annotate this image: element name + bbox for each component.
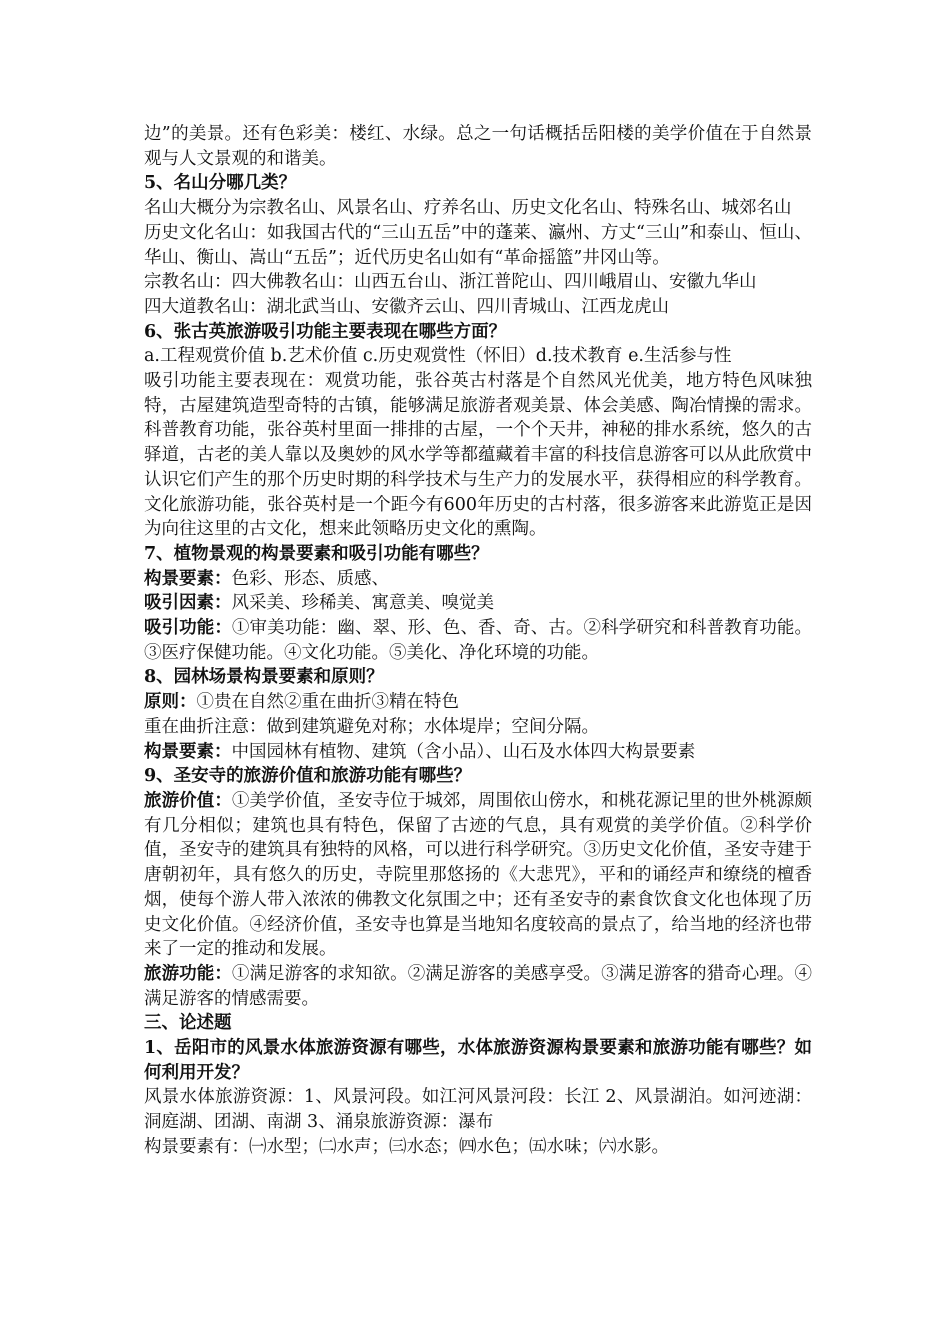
q8-principles <box>144 690 812 715</box>
q7-label-factors: 吸引因素： <box>144 593 232 614</box>
question-8-heading: 8、园林场景构景要素和原则？ <box>144 667 384 688</box>
q7-attraction-factors <box>144 591 812 616</box>
question-5-heading: 5、名山分哪几类？ <box>144 173 297 194</box>
q7-text-functions: ①审美功能：幽、翠、形、色、香、奇、古。②科学研究和科普教育功能。③医疗保健功能。④文化功能。⑤美化、净化环境的功能。 <box>144 618 812 663</box>
question-7-heading: 7、植物景观的构景要素和吸引功能有哪些？ <box>144 543 489 564</box>
q8-text-principles: ①贵在自然②重在曲折③精在特色 <box>196 692 459 713</box>
paragraph-yueyang-summary: 边”的美景。还有色彩美：楼红、水绿。总之一句话概括岳阳楼的美学价值在于自然景观与人文景观的和谐美。 <box>144 124 812 169</box>
section-3-heading: 三、论述题 <box>144 1013 232 1034</box>
q9-tourism-function <box>144 962 812 1011</box>
essay-1-heading: 1、岳阳市的风景水体旅游资源有哪些，水体旅游资源构景要素和旅游功能有哪些？如何利用开发？ <box>144 1038 812 1083</box>
q7-attraction-functions <box>144 616 812 665</box>
q8-winding-notes: 重在曲折注意：做到建筑避免对称；水体堤岸；空间分隔。 <box>144 716 599 737</box>
q9-label-function: 旅游功能： <box>144 963 232 984</box>
question-9-heading: 9、圣安寺的旅游价值和旅游功能有哪些？ <box>144 766 472 787</box>
q8-text-composition: 中国园林有植物、建筑（含小品）、山石及水体四大构景要素 <box>231 741 696 762</box>
question-6-heading: 6、张古英旅游吸引功能主要表现在哪些方面？ <box>144 321 507 342</box>
document-page <box>144 122 812 1160</box>
q7-text-composition: 色彩、形态、质感、 <box>231 568 389 589</box>
q9-label-value: 旅游价值： <box>144 790 232 811</box>
essay-1-composition-elements: 构景要素有：㈠水型；㈡水声；㈢水态；㈣水色；㈤水味；㈥水影。 <box>144 1136 669 1157</box>
q5-answer-categories: 名山大概分为宗教名山、风景名山、疗养名山、历史文化名山、特殊名山、城郊名山 <box>144 198 792 219</box>
q9-text-value: ①美学价值，圣安寺位于城郊，周围依山傍水，和桃花源记里的世外桃源颇有几分相似；建筑也具有特色，保留了古迹的气息，具有观赏的美学价值。②科学价值，圣安寺的建筑具有独特的风格，可以进行科学研究。③历史文化价值，圣安寺建于唐朝初年，具有悠久的历史，寺院里那悠扬的《大悲咒》，平和的诵经声和缭绕的檀香烟，使每个游人带入浓浓的佛教文化氛围之中；还有圣安寺的素食饮食文化也体现了历史文化价值。④经济价值，圣安寺也算是当地知名度较高的景点了，给当地的经济也带来了一定的推动和发展。 <box>144 790 812 960</box>
q5-answer-historical: 历史文化名山：如我国古代的“三山五岳”中的蓬莱、瀛州、方丈“三山”和泰山、恒山、华山、衡山、嵩山“五岳”；近代历史名山如有“革命摇篮”井冈山等。 <box>144 222 812 268</box>
q7-text-factors: 风采美、珍稀美、寓意美、嗅觉美 <box>231 593 494 614</box>
essay-1-water-resources: 风景水体旅游资源：1、风景河段。如江河风景河段：长江 2、风景湖泊。如河迹湖：洞庭湖、团湖、南湖 3、涌泉旅游资源：瀑布 <box>144 1087 812 1133</box>
q9-text-function: ①满足游客的求知欲。②满足游客的美感享受。③满足游客的猎奇心理。④满足游客的情感需要。 <box>144 963 812 1009</box>
q8-composition-elements <box>144 740 812 765</box>
q5-answer-buddhist: 宗教名山：四大佛教名山：山西五台山、浙江普陀山、四川峨眉山、安徽九华山 <box>144 272 757 293</box>
q6-answer-list: a.工程观赏价值 b.艺术价值 c.历史观赏性（怀旧）d.技术教育 e.生活参与性 <box>144 346 732 367</box>
q5-answer-taoist: 四大道教名山：湖北武当山、安徽齐云山、四川青城山、江西龙虎山 <box>144 296 669 317</box>
q8-label-composition: 构景要素： <box>144 741 232 762</box>
q8-label-principles: 原则： <box>144 692 197 713</box>
q6-answer-detail: 吸引功能主要表现在：观赏功能，张谷英古村落是个自然风光优美，地方特色风味独特，古屋建筑造型奇特的古镇，能够满足旅游者观美景、体会美感、陶冶情操的需求。科普教育功能，张谷英村里面一排排的古屋，一个个天井，神秘的排水系统，悠久的古驿道，古老的美人靠以及奥妙的风水学等都蕴藏着丰富的科技信息游客可以从此欣赏中认识它们产生的那个历史时期的科学技术与生产力的发展水平，获得相应的科学教育。文化旅游功能，张谷英村是一个距今有600年历史的古村落，很多游客来此游览正是因为向往这里的古文化，想来此领略历史文化的熏陶。 <box>144 371 812 540</box>
q9-tourism-value <box>144 789 812 962</box>
q7-label-composition: 构景要素： <box>144 568 232 589</box>
q7-composition-elements <box>144 567 812 592</box>
q7-label-functions: 吸引功能： <box>144 618 232 639</box>
